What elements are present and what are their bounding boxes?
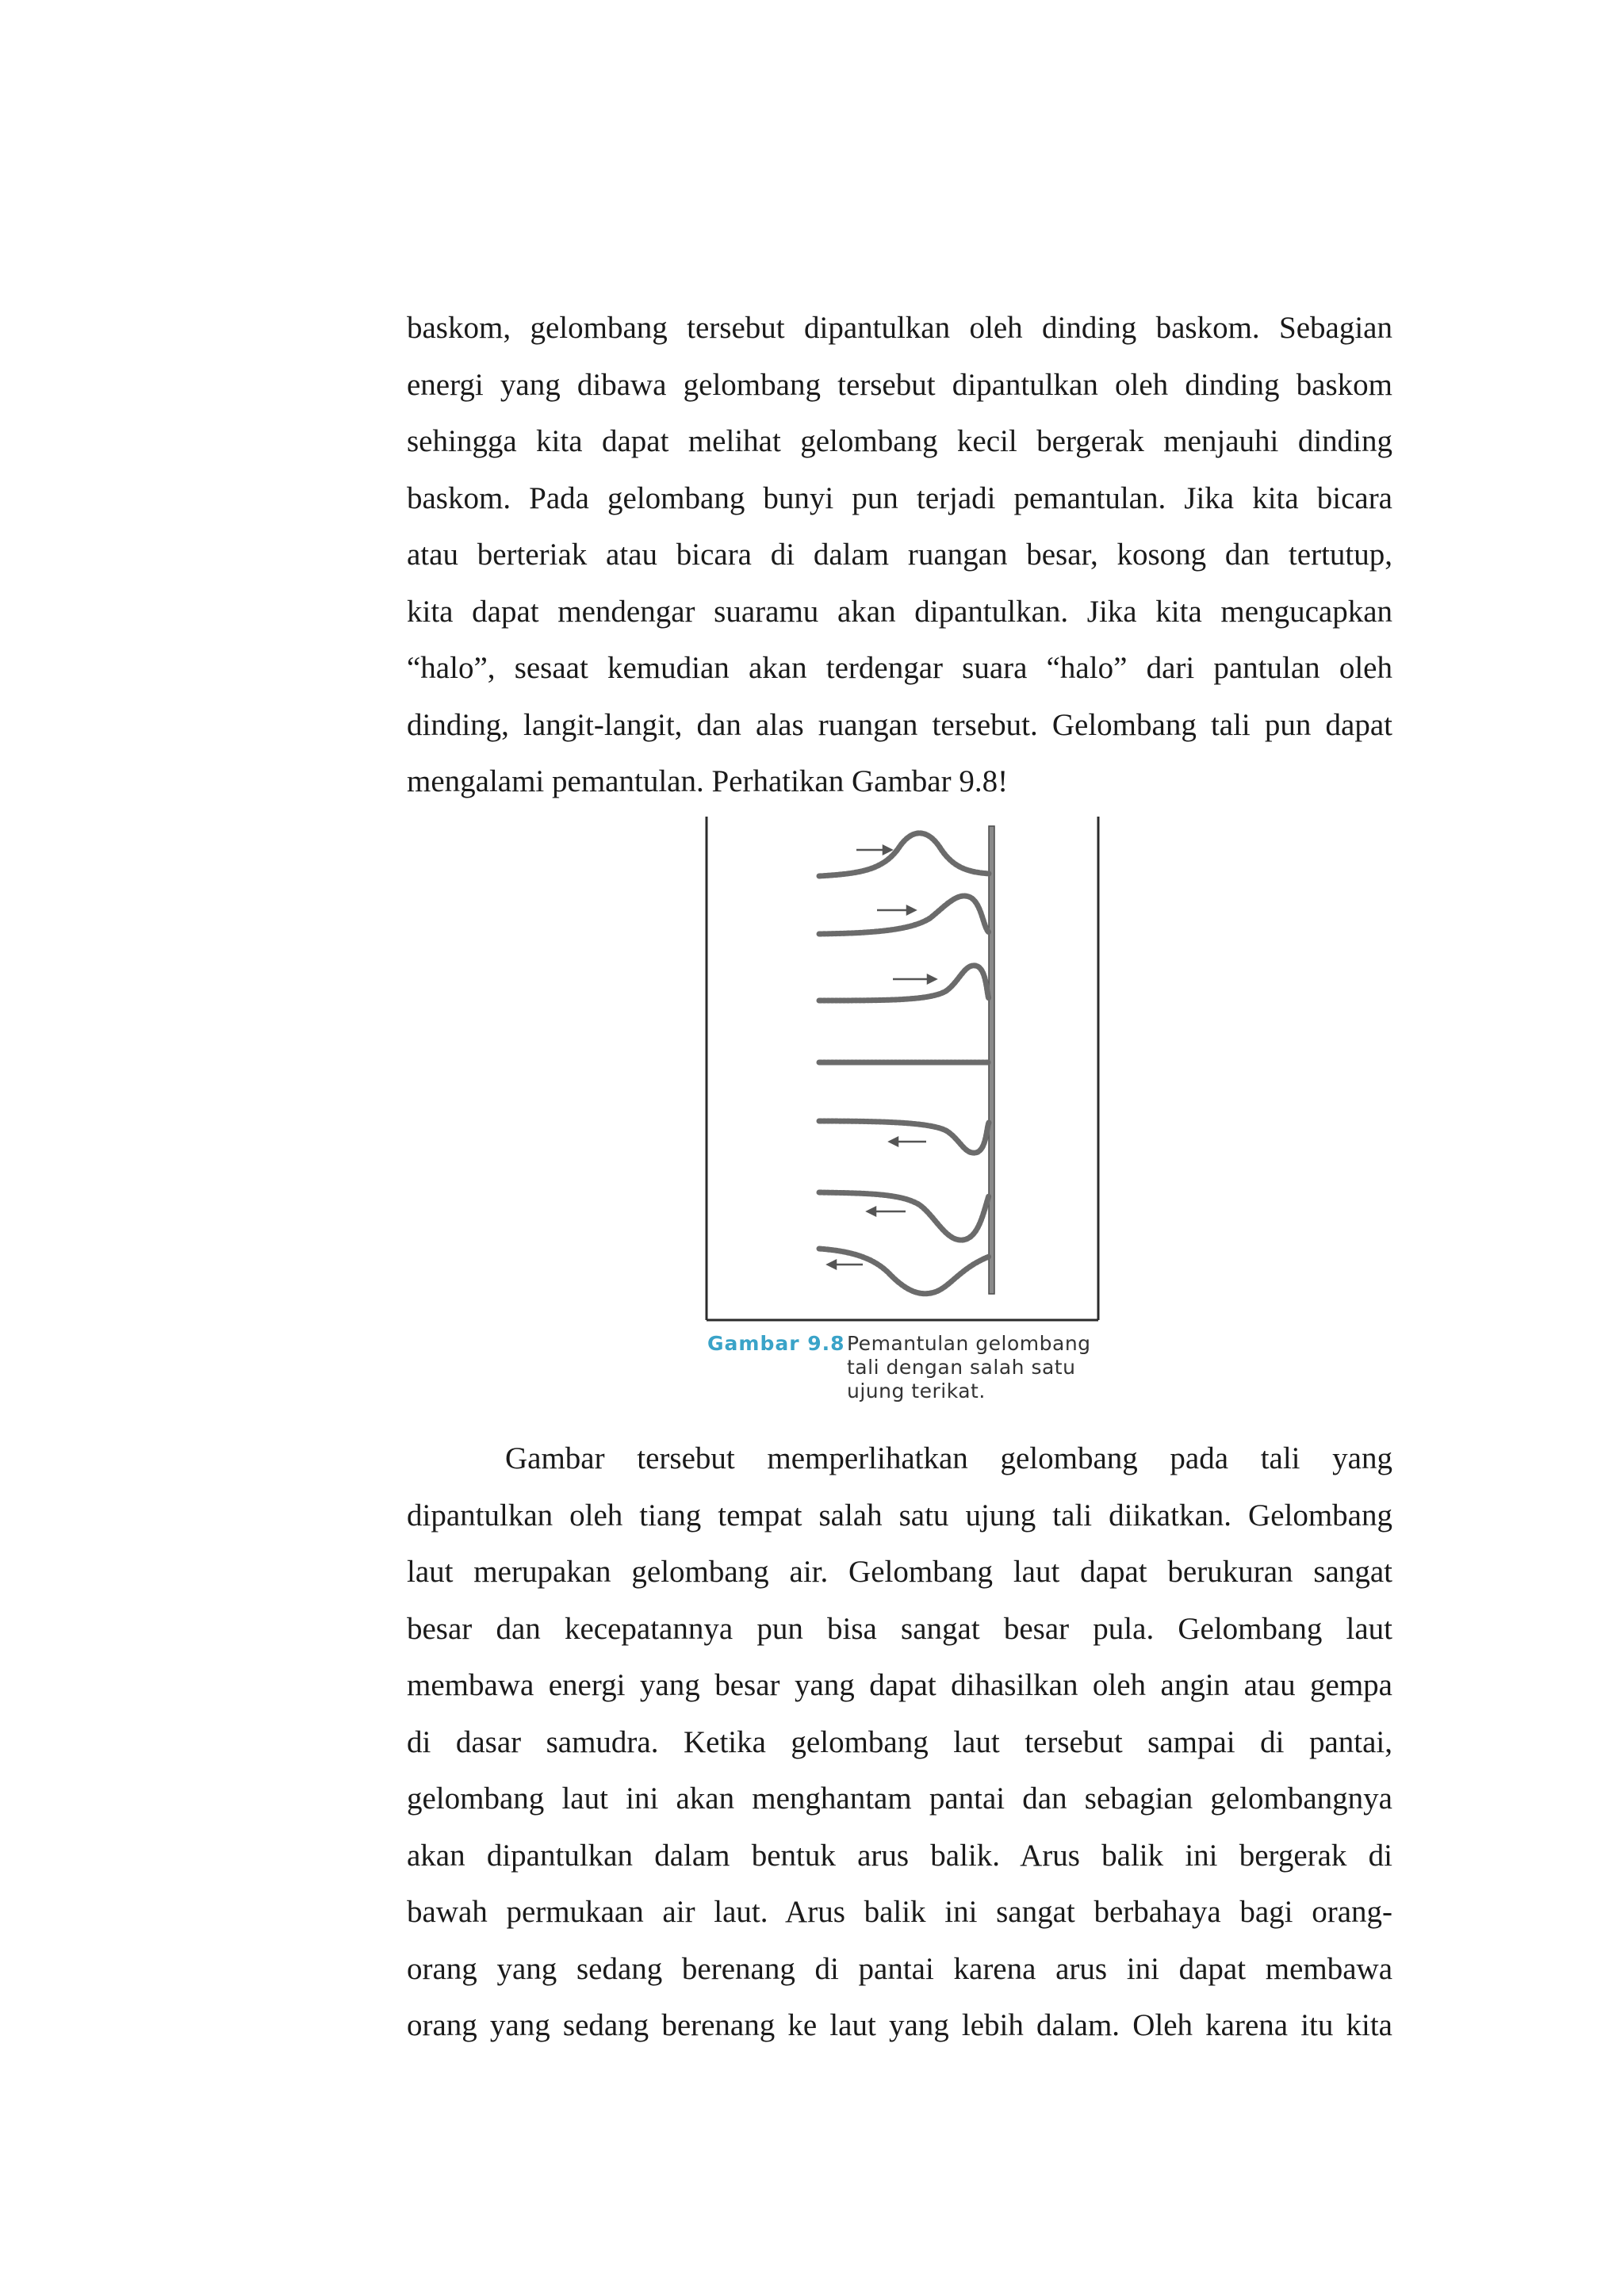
paragraph-line: baskom. Pada gelombang bunyi pun terjadi pemantulan. Jika kita bicara <box>407 480 1392 515</box>
paragraph-line: atau berteriak atau bicara di dalam ruangan besar, kosong dan tertutup, <box>407 538 1392 572</box>
paragraph-1 <box>407 300 1392 810</box>
rope-pulse-3 <box>819 966 989 1001</box>
paragraph-line: Gambar tersebut memperlihatkan gelombang pada tali yang <box>505 1441 1392 1475</box>
paragraph-line: kita dapat mendengar suaramu akan dipantulkan. Jika kita mengucapkan <box>407 594 1392 629</box>
paragraph-line: “halo”, sesaat kemudian akan terdengar suara “halo” dari pantulan oleh <box>407 651 1392 685</box>
paragraph-line: dipantulkan oleh tiang tempat salah satu ujung tali diikatkan. Gelombang <box>407 1498 1392 1533</box>
rope-pulse-2 <box>819 896 989 934</box>
paragraph-line: di dasar samudra. Ketika gelombang laut tersebut sampai di pantai, <box>407 1724 1392 1759</box>
caption-line: ujung terikat. <box>847 1380 986 1402</box>
caption-line: Pemantulan gelombang <box>847 1332 1091 1355</box>
paragraph-line: mengalami pemantulan. Perhatikan Gambar 9.8! <box>407 764 1009 798</box>
rope-pulse-1 <box>819 833 989 876</box>
paragraph-line: bawah permukaan air laut. Arus balik ini sangat berbahaya bagi orang- <box>407 1895 1392 1929</box>
paragraph-line: membawa energi yang besar yang dapat dihasilkan oleh angin atau gempa <box>407 1668 1392 1702</box>
rope-reflected-2 <box>819 1192 989 1240</box>
arrow-left-icon <box>868 1207 906 1215</box>
paragraph-line: gelombang laut ini akan menghantam pantai dan sebagian gelombangnya <box>407 1781 1392 1816</box>
pole <box>989 826 994 1294</box>
rope-wave-illustration <box>704 817 1101 1324</box>
paragraph-line: baskom, gelombang tersebut dipantulkan oleh dinding baskom. Sebagian <box>407 311 1392 345</box>
paragraph-line: energi yang dibawa gelombang tersebut dipantulkan oleh dinding baskom <box>407 367 1392 402</box>
paragraph-2 <box>407 1430 1392 2054</box>
rope-reflected-1 <box>819 1121 989 1153</box>
paragraph-line: akan dipantulkan dalam bentuk arus balik. Arus balik ini bergerak di <box>407 1838 1392 1873</box>
figure-label: Gambar 9.8 <box>707 1332 845 1355</box>
paragraph-line: dinding, langit-langit, dan alas ruangan tersebut. Gelombang tali pun dapat <box>407 707 1392 742</box>
arrow-right-icon <box>893 975 936 983</box>
arrow-left-icon <box>890 1138 926 1146</box>
caption-line: tali dengan salah satu <box>847 1356 1076 1379</box>
arrow-right-icon <box>877 906 915 914</box>
arrow-right-icon <box>856 846 891 854</box>
rope-frames <box>819 833 989 1294</box>
paragraph-line: sehingga kita dapat melihat gelombang kecil bergerak menjauhi dinding <box>407 424 1392 458</box>
rope-reflected-3 <box>819 1249 989 1294</box>
figure-rope-reflection <box>704 817 1101 1419</box>
paragraph-line: orang yang sedang berenang di pantai karena arus ini dapat membawa <box>407 1951 1392 1986</box>
figure-caption-text <box>847 1332 1101 1403</box>
paragraph-line: orang yang sedang berenang ke laut yang lebih dalam. Oleh karena itu kita <box>407 2008 1392 2042</box>
paragraph-line: laut merupakan gelombang air. Gelombang laut dapat berukuran sangat <box>407 1555 1392 1589</box>
arrow-left-icon <box>828 1261 863 1269</box>
paragraph-line: besar dan kecepatannya pun bisa sangat besar pula. Gelombang laut <box>407 1611 1392 1646</box>
